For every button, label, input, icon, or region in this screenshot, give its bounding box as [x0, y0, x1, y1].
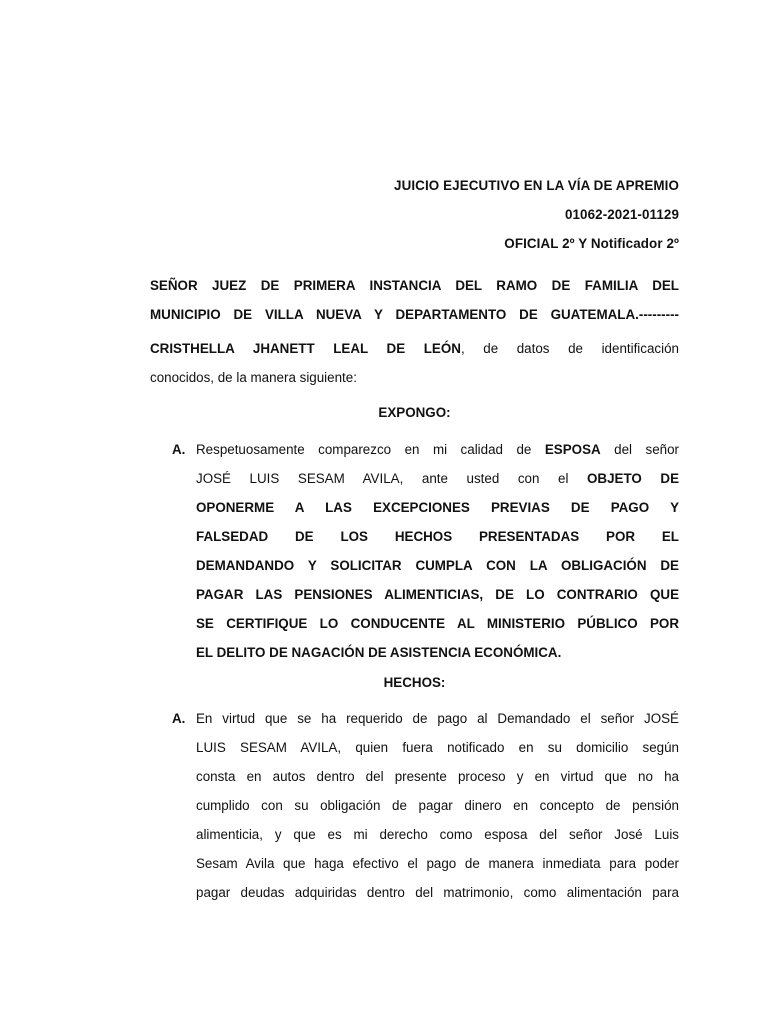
- list-marker: A.: [172, 442, 186, 457]
- officer-label: OFICIAL 2º Y Notificador 2º: [504, 236, 679, 251]
- expongo-line-2: [196, 464, 679, 493]
- hechos-line-4: cumplido con su obligación de pagar dinero en concepto de pensión: [196, 798, 679, 813]
- expongo-line-4: FALSEDAD DE LOS HECHOS PRESENTADAS POR EL: [196, 529, 679, 544]
- expongo-line-3: OPONERME A LAS EXCEPCIONES PREVIAS DE PAGO Y: [196, 500, 679, 515]
- addressee-line-2: MUNICIPIO DE VILLA NUEVA Y DEPARTAMENTO DE GUATEMALA.---------: [150, 307, 679, 322]
- hechos-item-a: [150, 704, 679, 907]
- intro-line-2: conocidos, de la manera siguiente:: [150, 370, 357, 385]
- hechos-line-2: LUIS SESAM AVILA, quien fuera notificado en su domicilio según: [196, 740, 679, 755]
- expongo-line-5: DEMANDANDO Y SOLICITAR CUMPLA CON LA OBLIGACIÓN DE: [196, 558, 679, 573]
- hechos-line-3: consta en autos dentro del presente proceso y en virtud que no ha: [196, 769, 679, 784]
- case-type-heading: JUICIO EJECUTIVO EN LA VÍA DE APREMIO: [394, 178, 679, 193]
- expongo-line-8: EL DELITO DE NAGACIÓN DE ASISTENCIA ECONÓMICA.: [196, 645, 562, 660]
- expongo-line-1: [196, 435, 679, 464]
- section-heading-hechos: HECHOS:: [383, 675, 446, 690]
- expongo-item-a: [150, 435, 679, 667]
- expongo-text: Respetuosamente comparezco en mi calidad de: [196, 442, 545, 457]
- hechos-line-7: pagar deudas adquiridas dentro del matrimonio, como alimentación para: [196, 885, 679, 900]
- petitioner-name: CRISTHELLA JHANETT LEAL DE LEÓN: [150, 341, 461, 356]
- hechos-line-1: En virtud que se ha requerido de pago al Demandado el señor JOSÉ: [196, 711, 679, 726]
- hechos-line-5: alimenticia, y que es mi derecho como esposa del señor José Luis: [196, 827, 679, 842]
- esposa-emphasis: ESPOSA: [544, 442, 601, 457]
- intro-line-1: [150, 334, 679, 363]
- expongo-line-7: SE CERTIFIQUE LO CONDUCENTE AL MINISTERIO PÚBLICO POR: [196, 616, 679, 631]
- objeto-emphasis: OBJETO DE: [587, 471, 679, 486]
- expongo-line-6: PAGAR LAS PENSIONES ALIMENTICIAS, DE LO CONTRARIO QUE: [196, 587, 679, 602]
- intro-rest: , de datos de identificación: [460, 341, 679, 356]
- expongo-text: del señor: [600, 442, 679, 457]
- list-marker: A.: [172, 711, 186, 726]
- case-number: 01062-2021-01129: [564, 207, 679, 222]
- hechos-line-6: Sesam Avila que haga efectivo el pago de manera inmediata para poder: [196, 856, 679, 871]
- section-heading-expongo: EXPONGO:: [378, 405, 451, 420]
- addressee-line-1: SEÑOR JUEZ DE PRIMERA INSTANCIA DEL RAMO DE FAMILIA DEL: [150, 278, 679, 293]
- addressee-block: [150, 271, 679, 329]
- intro-paragraph: [150, 334, 679, 392]
- expongo-text: JOSÉ LUIS SESAM AVILA, ante usted con el: [196, 471, 587, 486]
